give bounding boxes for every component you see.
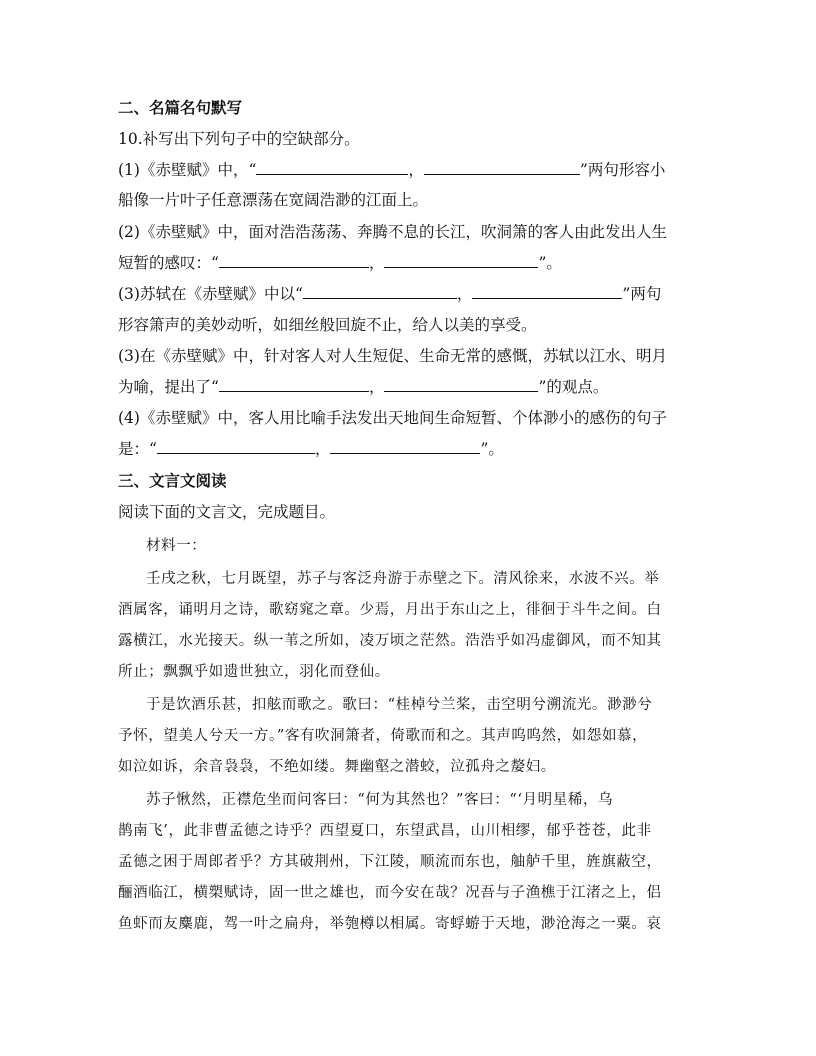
- item-1-line-2: 船像一片叶子任意漂荡在宽阔浩渺的江面上。: [118, 191, 429, 209]
- item-5-line-1: (4)《赤壁赋》中，客人用比喻手法发出天地间生命短暂、个体渺小的感伤的句子: [118, 409, 667, 427]
- item-4-line-1: (3)在《赤壁赋》中，针对客人对人生短促、生命无常的感慨，苏轼以江水、明月: [118, 347, 667, 365]
- passage-line: 酒属客，诵明月之诗，歌窈窕之章。少焉，月出于东山之上，徘徊于斗牛之间。白: [118, 602, 662, 618]
- passage-line: 所止；飘飘乎如遗世独立，羽化而登仙。: [118, 664, 390, 680]
- item-3-line-2: 形容箫声的美妙动听，如细丝般回旋不止，给人以美的享受。: [118, 316, 537, 334]
- question-10-prompt: 10.补写出下列句子中的空缺部分。: [118, 130, 360, 148]
- answer-blank[interactable]: [219, 253, 369, 268]
- answer-blank[interactable]: [330, 439, 480, 454]
- passage-line: 酾酒临江，横槊赋诗，固一世之雄也，而今安在哉？况吾与子渔樵于江渚之上，侣: [118, 885, 662, 901]
- passage-line: 鱼虾而友麋鹿，驾一叶之扁舟，举匏樽以相属。寄蜉蝣于天地，渺沧海之一粟。哀: [118, 916, 662, 932]
- passage-line: 如泣如诉，余音袅袅，不绝如缕。舞幽壑之潜蛟，泣孤舟之嫠妇。: [118, 759, 556, 775]
- section-heading-classical-reading: 三、文言文阅读: [118, 471, 227, 490]
- passage-line: 鹊南飞’，此非曹孟德之诗乎？西望夏口，东望武昌，山川相缪，郁乎苍苍，此非: [118, 823, 652, 839]
- passage-line: 予怀，望美人兮天一方。”客有吹洞箫者，倚歌而和之。其声呜呜然，如怨如慕，: [118, 728, 648, 744]
- answer-blank[interactable]: [424, 160, 580, 175]
- answer-blank[interactable]: [219, 377, 369, 392]
- reading-instructions: 阅读下面的文言文，完成题目。: [118, 503, 336, 521]
- passage-line: 壬戌之秋，七月既望，苏子与客泛舟游于赤壁之下。清风徐来，水波不兴。举: [146, 571, 660, 587]
- answer-blank[interactable]: [472, 284, 622, 299]
- item-1-line-1: (1)《赤壁赋》中，“ ， ”两句形容小: [118, 161, 666, 179]
- passage-line: 于是饮酒乐甚，扣舷而歌之。歌曰：“桂棹兮兰桨，击空明兮溯流光。渺渺兮: [146, 697, 653, 713]
- item-2-line-1: (2)《赤壁赋》中，面对浩浩荡荡、奔腾不息的长江，吹洞箫的客人由此发出人生: [118, 223, 667, 241]
- material-1-label: 材料一：: [146, 538, 207, 554]
- answer-blank[interactable]: [256, 160, 408, 175]
- item-4-line-2: 为喻，提出了“ ， ”的观点。: [118, 378, 609, 396]
- answer-blank[interactable]: [384, 253, 538, 268]
- passage-line: 苏子愀然，正襟危坐而问客曰：“何为其然也？”客曰：“‘月明星稀，乌: [146, 792, 614, 808]
- passage-line: 露横江，水光接天。纵一苇之所如，凌万顷之茫然。浩浩乎如冯虚御风，而不知其: [118, 633, 662, 649]
- item-5-line-2: 是：“ ， ”。: [118, 440, 504, 458]
- section-heading-recitation: 二、名篇名句默写: [118, 98, 243, 117]
- passage-line: 孟德之困于周郎者乎？方其破荆州，下江陵，顺流而东也，舳舻千里，旌旗蔽空，: [118, 854, 662, 870]
- answer-blank[interactable]: [157, 439, 315, 454]
- item-3-line-1: (3)苏轼在《赤壁赋》中以“ ， ”两句: [118, 285, 662, 303]
- item-2-line-2: 短暂的感叹：“ ， ”。: [118, 254, 562, 272]
- answer-blank[interactable]: [303, 284, 457, 299]
- answer-blank[interactable]: [384, 377, 538, 392]
